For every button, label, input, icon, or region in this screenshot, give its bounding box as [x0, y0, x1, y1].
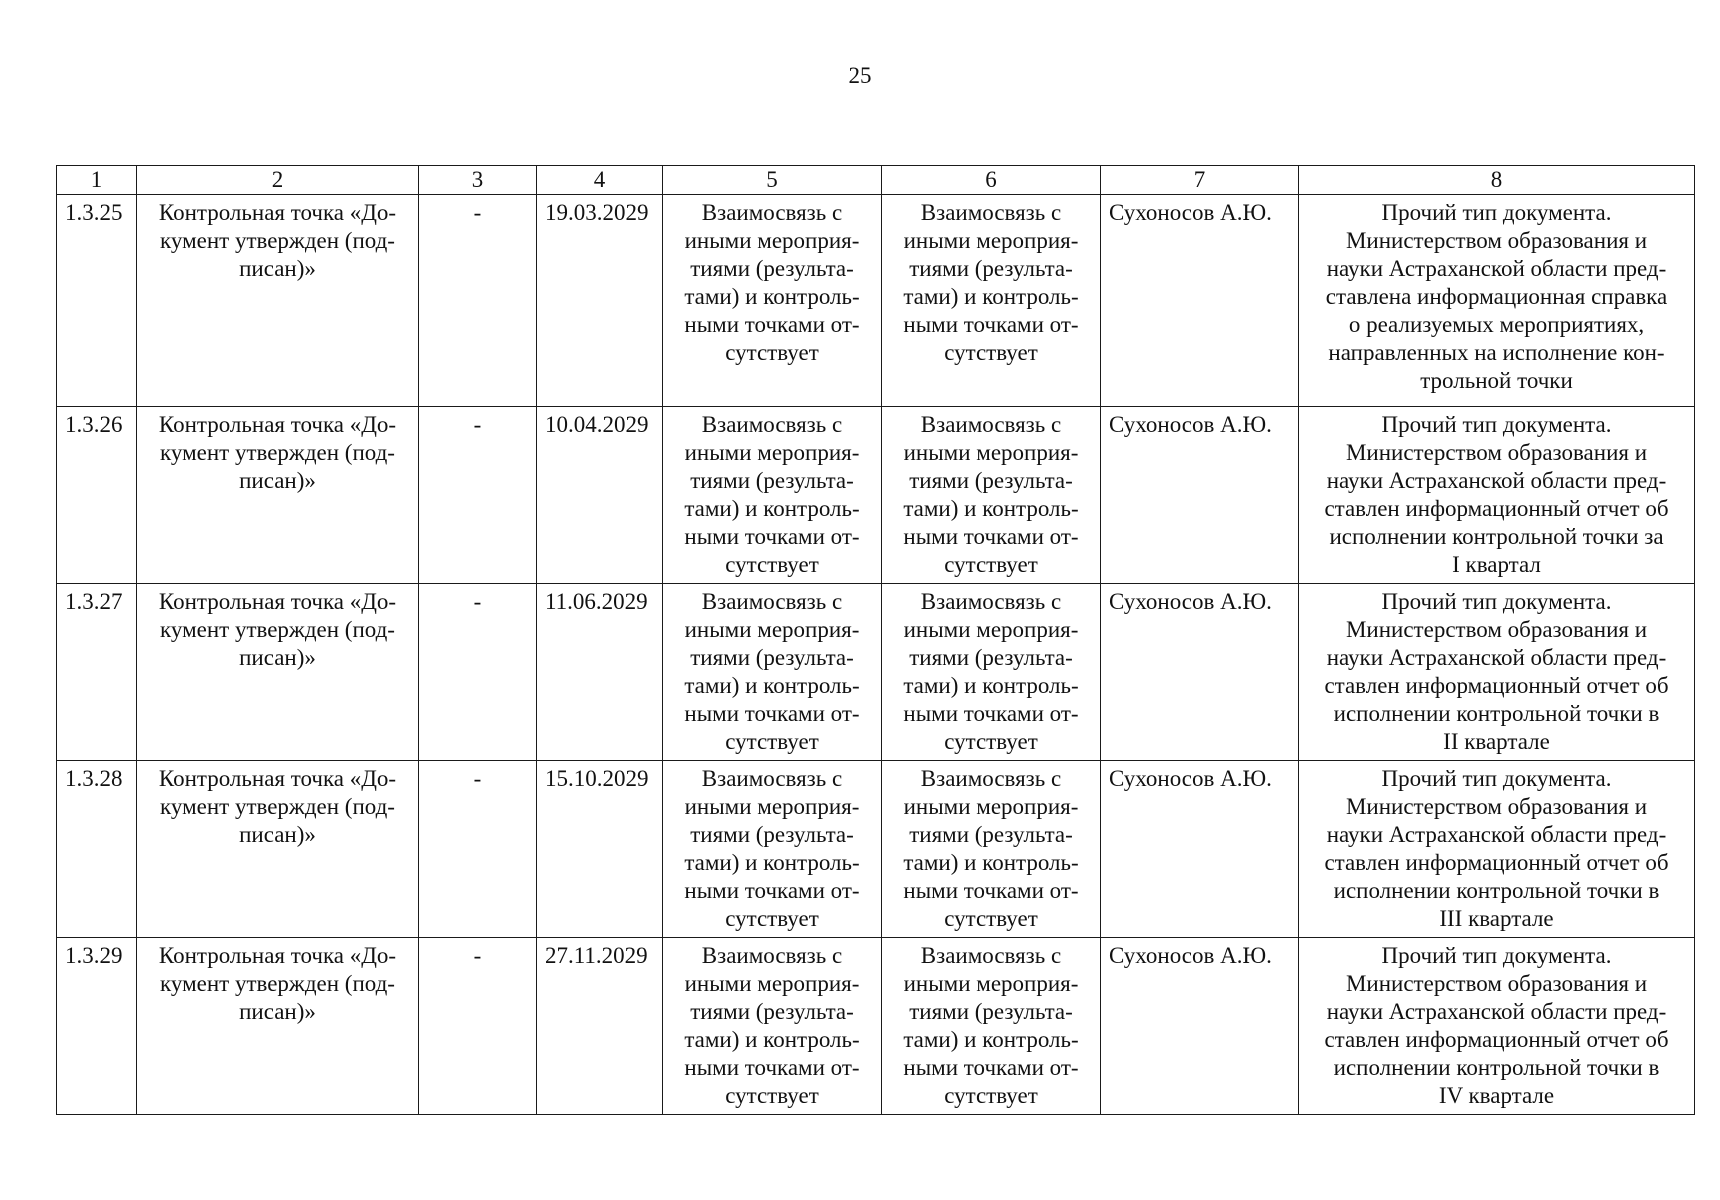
document-description	[1299, 584, 1695, 761]
relation-col5-line: тами) и контроль-	[684, 496, 860, 521]
header-col-2: 2	[137, 166, 419, 195]
responsible-person: Сухоносов А.Ю.	[1101, 407, 1299, 584]
col3-value: -	[419, 761, 537, 938]
control-point-name-line: писан)»	[239, 645, 316, 670]
document-description-line: III квартале	[1439, 906, 1554, 931]
row-number: 1.3.28	[57, 761, 137, 938]
relation-col5-line: Взаимосвязь с	[701, 766, 843, 791]
document-description-line: ставлен информационный отчет об	[1324, 673, 1669, 698]
control-point-name-line: кумент утвержден (под-	[160, 617, 395, 642]
control-point-name-line: кумент утвержден (под-	[160, 794, 395, 819]
relation-col6-line: ными точками от-	[903, 524, 1079, 549]
control-point-name-line: Контрольная точка «До-	[158, 589, 397, 614]
relation-col6-line: Взаимосвязь с	[920, 200, 1062, 225]
relation-col6-line: иными мероприя-	[903, 971, 1079, 996]
control-point-name	[137, 938, 419, 1115]
relation-col5-line: сутствует	[725, 340, 819, 365]
document-description-line: исполнении контрольной точки в	[1333, 878, 1660, 903]
control-point-name-line: Контрольная точка «До-	[158, 200, 397, 225]
relation-col5	[663, 195, 882, 407]
relation-col6-line: тами) и контроль-	[903, 850, 1079, 875]
col3-value: -	[419, 195, 537, 407]
relation-col6-line: тиями (результа-	[909, 256, 1073, 281]
document-description	[1299, 195, 1695, 407]
header-col-4: 4	[537, 166, 663, 195]
document-description-line: науки Астраханской области пред-	[1326, 256, 1667, 281]
relation-col5-line: тами) и контроль-	[684, 850, 860, 875]
due-date: 19.03.2029	[537, 195, 663, 407]
document-description-line: науки Астраханской области пред-	[1326, 822, 1667, 847]
relation-col6-line: сутствует	[944, 552, 1038, 577]
relation-col5-line: ными точками от-	[684, 1055, 860, 1080]
document-description-line: науки Астраханской области пред-	[1326, 999, 1667, 1024]
document-description-line: Министерством образования и	[1345, 228, 1648, 253]
relation-col6-line: тами) и контроль-	[903, 1027, 1079, 1052]
relation-col5-line: Взаимосвязь с	[701, 589, 843, 614]
col3-value: -	[419, 407, 537, 584]
row-number: 1.3.29	[57, 938, 137, 1115]
relation-col5-line: ными точками от-	[684, 524, 860, 549]
document-description-line: исполнении контрольной точки за	[1329, 524, 1664, 549]
document-description-line: Прочий тип документа.	[1381, 412, 1612, 437]
header-col-6: 6	[882, 166, 1101, 195]
document-description-line: науки Астраханской области пред-	[1326, 468, 1667, 493]
relation-col5-line: тами) и контроль-	[684, 1027, 860, 1052]
control-points-table	[56, 165, 1695, 1115]
control-point-name-line: кумент утвержден (под-	[160, 971, 395, 996]
relation-col5	[663, 407, 882, 584]
relation-col6-line: сутствует	[944, 1083, 1038, 1108]
due-date: 27.11.2029	[537, 938, 663, 1115]
due-date: 10.04.2029	[537, 407, 663, 584]
document-description-line: направленных на исполнение кон-	[1328, 340, 1665, 365]
control-point-name	[137, 584, 419, 761]
document-description-line: I квартал	[1452, 552, 1541, 577]
row-number: 1.3.27	[57, 584, 137, 761]
header-col-3: 3	[419, 166, 537, 195]
relation-col6-line: Взаимосвязь с	[920, 412, 1062, 437]
document-description-line: Министерством образования и	[1345, 971, 1648, 996]
control-point-name-line: Контрольная точка «До-	[158, 943, 397, 968]
relation-col5-line: иными мероприя-	[684, 617, 860, 642]
relation-col5-line: тиями (результа-	[690, 468, 854, 493]
relation-col5-line: ными точками от-	[684, 701, 860, 726]
document-description-line: Прочий тип документа.	[1381, 589, 1612, 614]
relation-col6-line: сутствует	[944, 729, 1038, 754]
responsible-person: Сухоносов А.Ю.	[1101, 584, 1299, 761]
document-description-line: исполнении контрольной точки в	[1333, 1055, 1660, 1080]
relation-col5-line: иными мероприя-	[684, 794, 860, 819]
responsible-person: Сухоносов А.Ю.	[1101, 195, 1299, 407]
document-description-line: Министерством образования и	[1345, 617, 1648, 642]
table-row	[57, 407, 1695, 584]
relation-col6	[882, 938, 1101, 1115]
table-row	[57, 195, 1695, 407]
relation-col5-line: иными мероприя-	[684, 228, 860, 253]
document-description-line: Министерством образования и	[1345, 794, 1648, 819]
control-point-name	[137, 761, 419, 938]
relation-col6-line: тиями (результа-	[909, 645, 1073, 670]
control-point-name-line: писан)»	[239, 822, 316, 847]
control-point-name	[137, 407, 419, 584]
col3-value: -	[419, 938, 537, 1115]
control-point-name-line: Контрольная точка «До-	[158, 412, 397, 437]
relation-col5-line: ными точками от-	[684, 312, 860, 337]
relation-col6-line: сутствует	[944, 906, 1038, 931]
document-description-line: науки Астраханской области пред-	[1326, 645, 1667, 670]
relation-col5	[663, 761, 882, 938]
document-description-line: II квартале	[1443, 729, 1550, 754]
relation-col6-line: тиями (результа-	[909, 468, 1073, 493]
responsible-person: Сухоносов А.Ю.	[1101, 938, 1299, 1115]
relation-col6-line: ными точками от-	[903, 1055, 1079, 1080]
table-row	[57, 584, 1695, 761]
document-description	[1299, 407, 1695, 584]
relation-col5-line: тами) и контроль-	[684, 284, 860, 309]
document-description	[1299, 761, 1695, 938]
relation-col6-line: Взаимосвязь с	[920, 589, 1062, 614]
header-col-1: 1	[57, 166, 137, 195]
relation-col5-line: тами) и контроль-	[684, 673, 860, 698]
relation-col5	[663, 584, 882, 761]
relation-col6-line: ными точками от-	[903, 312, 1079, 337]
relation-col5	[663, 938, 882, 1115]
relation-col6-line: Взаимосвязь с	[920, 766, 1062, 791]
relation-col5-line: сутствует	[725, 552, 819, 577]
document-description-line: ставлена информационная справка	[1325, 284, 1668, 309]
table-row	[57, 938, 1695, 1115]
control-point-name	[137, 195, 419, 407]
relation-col6-line: иными мероприя-	[903, 794, 1079, 819]
relation-col6-line: иными мероприя-	[903, 440, 1079, 465]
header-col-8: 8	[1299, 166, 1695, 195]
document-description-line: Прочий тип документа.	[1381, 200, 1612, 225]
relation-col5-line: ными точками от-	[684, 878, 860, 903]
relation-col6	[882, 195, 1101, 407]
responsible-person: Сухоносов А.Ю.	[1101, 761, 1299, 938]
row-number: 1.3.26	[57, 407, 137, 584]
relation-col5-line: иными мероприя-	[684, 971, 860, 996]
document-description-line: ставлен информационный отчет об	[1324, 1027, 1669, 1052]
relation-col5-line: иными мероприя-	[684, 440, 860, 465]
relation-col6-line: тами) и контроль-	[903, 284, 1079, 309]
header-col-5: 5	[663, 166, 882, 195]
document-description-line: ставлен информационный отчет об	[1324, 850, 1669, 875]
relation-col5-line: сутствует	[725, 906, 819, 931]
table-row	[57, 761, 1695, 938]
control-point-name-line: кумент утвержден (под-	[160, 440, 395, 465]
due-date: 15.10.2029	[537, 761, 663, 938]
relation-col5-line: Взаимосвязь с	[701, 412, 843, 437]
table-header	[57, 166, 1695, 195]
relation-col6-line: Взаимосвязь с	[920, 943, 1062, 968]
relation-col6-line: ными точками от-	[903, 878, 1079, 903]
relation-col6-line: тами) и контроль-	[903, 496, 1079, 521]
control-point-name-line: писан)»	[239, 999, 316, 1024]
document-description-line: IV квартале	[1438, 1083, 1555, 1108]
relation-col5-line: сутствует	[725, 729, 819, 754]
relation-col5-line: Взаимосвязь с	[701, 200, 843, 225]
control-point-name-line: кумент утвержден (под-	[160, 228, 395, 253]
page-number: 25	[848, 63, 872, 88]
document-description-line: о реализуемых мероприятиях,	[1348, 312, 1645, 337]
relation-col6-line: ными точками от-	[903, 701, 1079, 726]
relation-col5-line: тиями (результа-	[690, 822, 854, 847]
row-number: 1.3.25	[57, 195, 137, 407]
document-description-line: исполнении контрольной точки в	[1333, 701, 1660, 726]
relation-col6-line: тами) и контроль-	[903, 673, 1079, 698]
relation-col6-line: иными мероприя-	[903, 617, 1079, 642]
relation-col6	[882, 584, 1101, 761]
relation-col6-line: иными мероприя-	[903, 228, 1079, 253]
relation-col5-line: тиями (результа-	[690, 256, 854, 281]
document-description-line: Министерством образования и	[1345, 440, 1648, 465]
due-date: 11.06.2029	[537, 584, 663, 761]
relation-col6	[882, 407, 1101, 584]
relation-col6-line: тиями (результа-	[909, 999, 1073, 1024]
header-col-7: 7	[1101, 166, 1299, 195]
relation-col6-line: тиями (результа-	[909, 822, 1073, 847]
header-row	[57, 166, 1695, 195]
document-description	[1299, 938, 1695, 1115]
document-description-line: ставлен информационный отчет об	[1324, 496, 1669, 521]
relation-col6-line: сутствует	[944, 340, 1038, 365]
relation-col6	[882, 761, 1101, 938]
control-point-name-line: писан)»	[239, 256, 316, 281]
relation-col5-line: тиями (результа-	[690, 645, 854, 670]
table-body	[57, 195, 1695, 1115]
relation-col5-line: тиями (результа-	[690, 999, 854, 1024]
relation-col5-line: сутствует	[725, 1083, 819, 1108]
control-point-name-line: писан)»	[239, 468, 316, 493]
document-description-line: трольной точки	[1420, 368, 1573, 393]
relation-col5-line: Взаимосвязь с	[701, 943, 843, 968]
document-description-line: Прочий тип документа.	[1381, 766, 1612, 791]
control-point-name-line: Контрольная точка «До-	[158, 766, 397, 791]
col3-value: -	[419, 584, 537, 761]
document-description-line: Прочий тип документа.	[1381, 943, 1612, 968]
